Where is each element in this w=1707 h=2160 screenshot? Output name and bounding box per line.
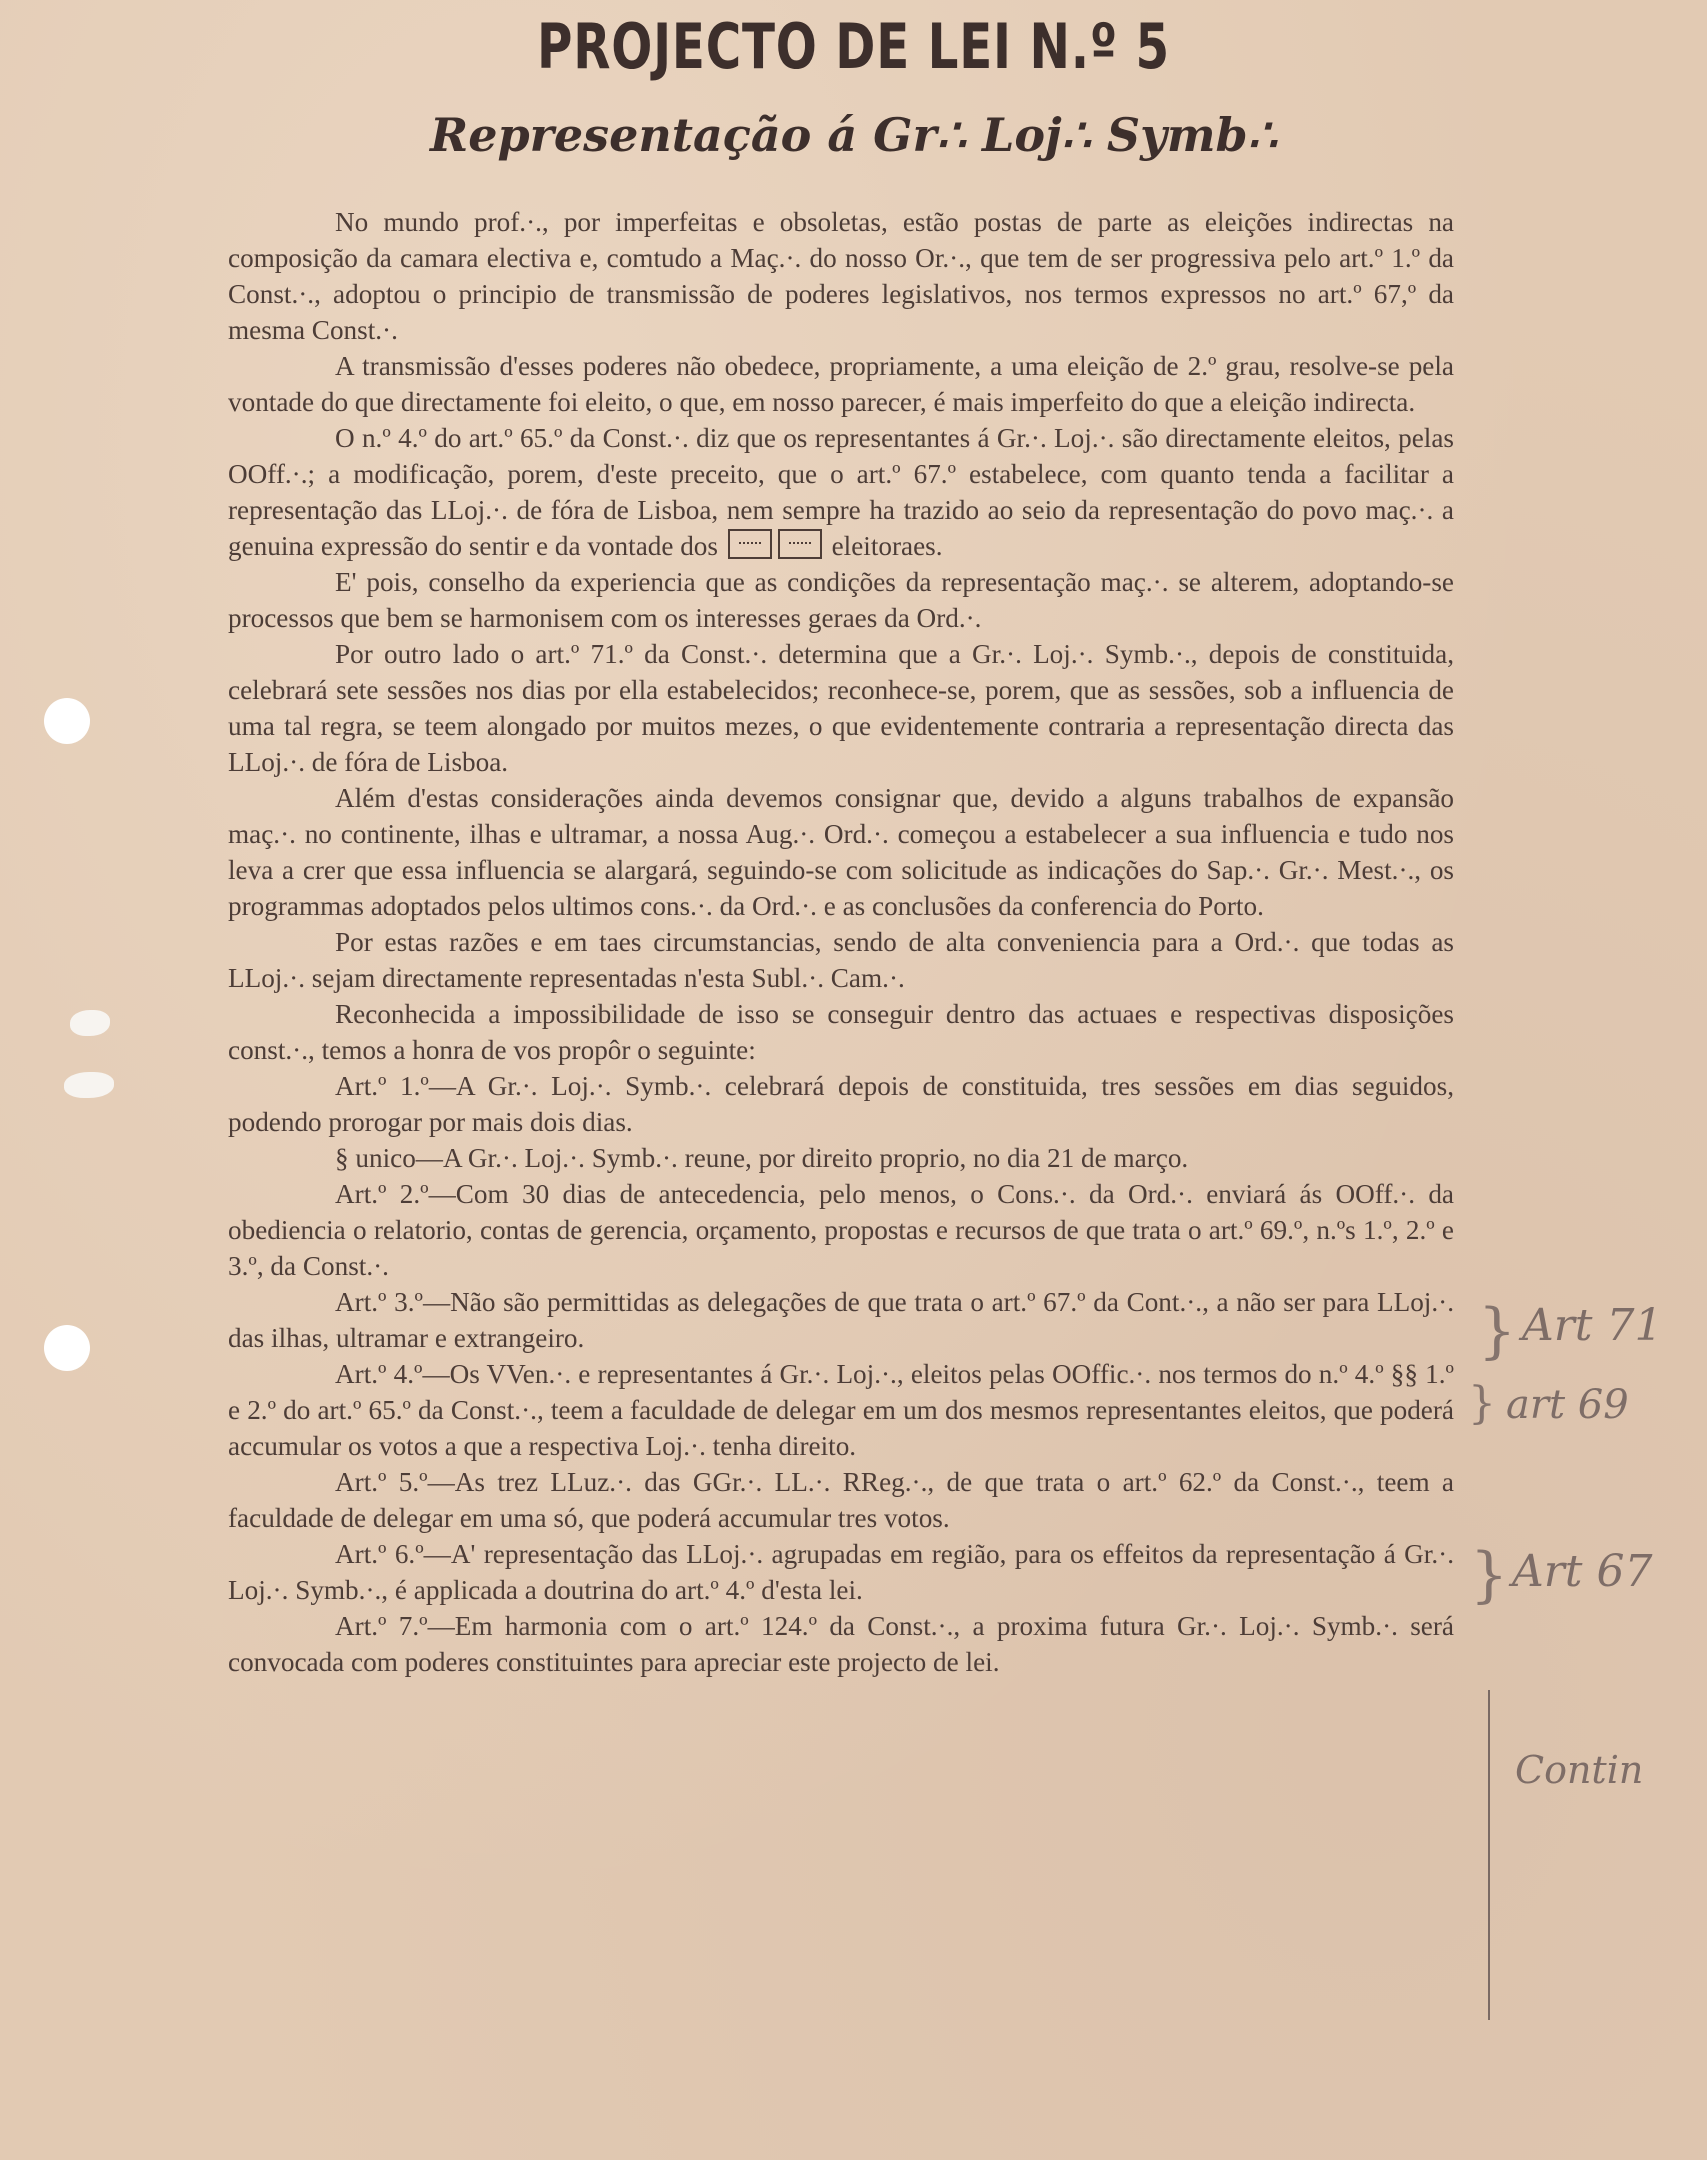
article-5: Art.º 5.º—As trez LLuz.·. das GGr.·. LL.·. RReg.·., de que trata o art.º 62.º da Const.·., teem a faculdade de delegar em uma só, que poderá accumular tres votos. bbox=[228, 1467, 1454, 1533]
document-subtitle: Representação á Gr∴ Loj∴ Symb∴ bbox=[430, 108, 1277, 162]
paragraph-3-text: O n.º 4.º do art.º 65.º da Const.·. diz que os representantes á Gr.·. Loj.·. são directamente eleitos, pelas OOff.·.; a modificação, porem, d'este preceito, que o art.º 67.º estabelece, com quanto tenda a facilitar a representação das LLoj.·. de fóra de Lisboa, nem sempre ha trazido ao seio da representação do povo maç.·. a genuina expressão do sentir e da vontade dos bbox=[228, 423, 1454, 561]
lodge-symbol-icon bbox=[778, 529, 822, 559]
paragraph-8: Reconhecida a impossibilidade de isso se conseguir dentro das actuaes e respectivas disposições const.·., temos a honra de vos propôr o seguinte: bbox=[228, 999, 1454, 1065]
document-body bbox=[228, 204, 1454, 1680]
margin-rule bbox=[1488, 1690, 1490, 2020]
margin-bracket: } bbox=[1470, 1540, 1509, 1610]
paper-tear-upper bbox=[70, 1010, 110, 1036]
paragraph-7: Por estas razões e em taes circumstancias, sendo de alta conveniencia para a Ord.·. que todas as LLoj.·. sejam directamente representadas n'esta Subl.·. Cam.·. bbox=[228, 927, 1454, 993]
document-title: PROJECTO DE LEI N.º 5 bbox=[537, 10, 1170, 83]
article-3: Art.º 3.º—Não são permittidas as delegações de que trata o art.º 67.º da Cont.·., a não ser para LLoj.·. das ilhas, ultramar e extrangeiro. bbox=[228, 1287, 1454, 1353]
article-1-unico: § unico—A Gr.·. Loj.·. Symb.·. reune, por direito proprio, no dia 21 de março. bbox=[335, 1143, 1189, 1173]
article-2: Art.º 2.º—Com 30 dias de antecedencia, pelo menos, o Cons.·. da Ord.·. enviará ás OOff.·. da obediencia o relatorio, contas de gerencia, orçamento, propostas e recursos de que trata o art.º 69.º, n.ºs 1.º, 2.º e 3.º, da Const.·. bbox=[228, 1179, 1454, 1281]
paper-tear-lower bbox=[64, 1072, 114, 1098]
article-6: Art.º 6.º—A' representação das LLoj.·. agrupadas em região, para os effeitos da representação á Gr.·. Loj.·. Symb.·., é applicada a doutrina do art.º 4.º d'esta lei. bbox=[228, 1539, 1454, 1605]
paragraph-3-tail: eleitoraes. bbox=[831, 531, 943, 561]
paragraph-6: Além d'estas considerações ainda devemos consignar que, devido a alguns trabalhos de expansão maç.·. no continente, ilhas e ultramar, a nossa Aug.·. Ord.·. começou a estabelecer a sua influencia e tudo nos leva a crer que essa influencia se alargará, seguindo-se com solicitude as indicações do Sap.·. Gr.·. Mest.·., os programmas adoptados pelos ultimos cons.·. da Ord.·. e as conclusões da conferencia do Porto. bbox=[228, 783, 1454, 921]
paragraph-1: No mundo prof.·., por imperfeitas e obsoletas, estão postas de parte as eleições indirectas na composição da camara electiva e, comtudo a Maç.·. do nosso Or.·., que tem de ser progressiva pelo art.º 1.º da Const.·., adoptou o principio de transmissão de poderes legislativos, nos termos expressos no art.º 67,º da mesma Const.·. bbox=[228, 207, 1454, 345]
margin-note-art67: Art 67 bbox=[1512, 1546, 1653, 1597]
paragraph-5: Por outro lado o art.º 71.º da Const.·. determina que a Gr.·. Loj.·. Symb.·., depois de constituida, celebrará sete sessões nos dias por ella estabelecidos; reconhece-se, porem, que as sessões, sob a influencia de uma tal regra, se teem alongado por muitos mezes, o que evidentemente contraria a representação directa das LLoj.·. de fóra de Lisboa. bbox=[228, 639, 1454, 777]
punch-hole-top bbox=[44, 698, 90, 744]
lodge-symbol-icon bbox=[728, 529, 772, 559]
article-4: Art.º 4.º—Os VVen.·. e representantes á Gr.·. Loj.·., eleitos pelas OOffic.·. nos termos do n.º 4.º §§ 1.º e 2.º do art.º 65.º da Const.·., teem a faculdade de delegar em um dos mesmos representantes eleitos, que poderá accumular os votos a que a respectiva Loj.·. tenha direito. bbox=[228, 1359, 1454, 1461]
margin-note-contin: Contin bbox=[1515, 1748, 1644, 1792]
paragraph-4: E' pois, conselho da experiencia que as condições da representação maç.·. se alterem, adoptando-se processos que bem se harmonisem com os interesses geraes da Ord.·. bbox=[228, 567, 1454, 633]
article-7: Art.º 7.º—Em harmonia com o art.º 124.º da Const.·., a proxima futura Gr.·. Loj.·. Symb.·. será convocada com poderes constituintes para apreciar este projecto de lei. bbox=[228, 1611, 1454, 1677]
margin-note-art69: art 69 bbox=[1506, 1382, 1629, 1428]
margin-note-art71: Art 71 bbox=[1522, 1300, 1663, 1351]
margin-bracket: } bbox=[1478, 1296, 1517, 1366]
margin-bracket: } bbox=[1468, 1378, 1496, 1429]
paragraph-2: A transmissão d'esses poderes não obedece, propriamente, a uma eleição de 2.º grau, resolve-se pela vontade do que directamente foi eleito, o que, em nosso parecer, é mais imperfeito do que a eleição indirecta. bbox=[228, 351, 1454, 417]
article-1: Art.º 1.º—A Gr.·. Loj.·. Symb.·. celebrará depois de constituida, tres sessões em dias seguidos, podendo prorogar por mais dois dias. bbox=[228, 1071, 1454, 1137]
punch-hole-bottom bbox=[44, 1325, 90, 1371]
paragraph-3 bbox=[228, 420, 1454, 564]
